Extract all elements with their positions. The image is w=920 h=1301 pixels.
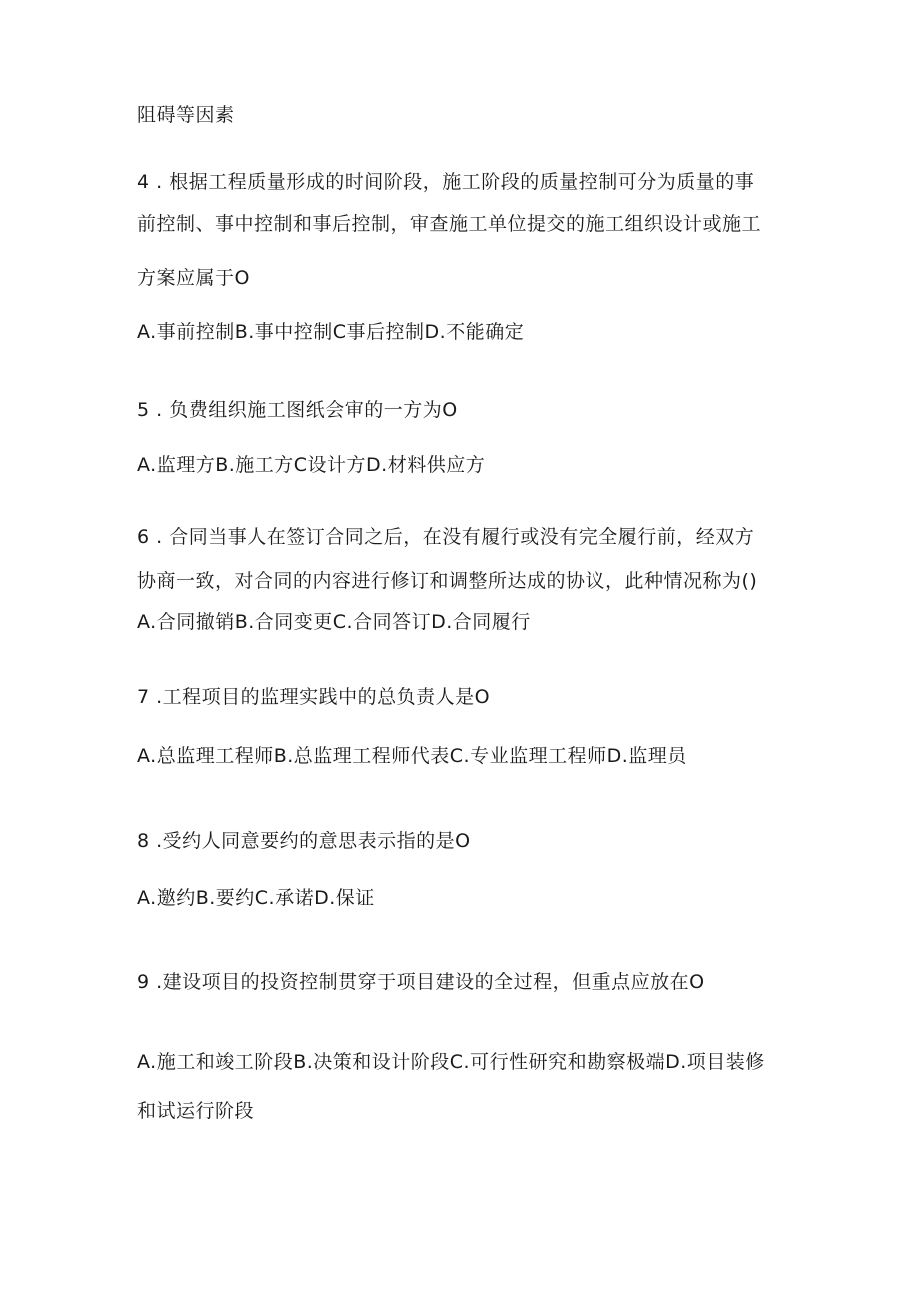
question-9-line-1: 9 .建设项目的投资控制贯穿于项目建设的全过程，但重点应放在O bbox=[137, 971, 705, 993]
continuation-text: 阻碍等因素 bbox=[137, 104, 235, 126]
question-9-options-line-1: A.施工和竣工阶段B.决策和设计阶段C.可行性研究和勘察极端D.项目装修 bbox=[137, 1051, 765, 1073]
question-6-line-2: 协商一致，对合同的内容进行修订和调整所达成的协议，此种情况称为() bbox=[137, 570, 758, 592]
question-8-options: A.邀约B.要约C.承诺D.保证 bbox=[137, 887, 375, 909]
question-4-line-2: 前控制、事中控制和事后控制，审查施工单位提交的施工组织设计或施工 bbox=[137, 213, 762, 235]
question-5-line-1: 5 . 负费组织施工图纸会审的一方为O bbox=[137, 399, 458, 421]
question-4-line-1: 4 . 根据工程质量形成的时间阶段，施工阶段的质量控制可分为质量的事 bbox=[137, 171, 755, 193]
question-4-options: A.事前控制B.事中控制C事后控制D.不能确定 bbox=[137, 321, 525, 343]
question-6-options: A.合同撤销B.合同变更C.合同答订D.合同履行 bbox=[137, 611, 531, 633]
question-9-options-line-2: 和试运行阶段 bbox=[137, 1100, 255, 1122]
question-4-line-3: 方案应属于O bbox=[137, 267, 250, 289]
question-6-line-1: 6 . 合同当事人在签订合同之后，在没有履行或没有完全履行前，经双方 bbox=[137, 526, 755, 548]
question-5-options: A.监理方B.施工方C设计方D.材料供应方 bbox=[137, 454, 486, 476]
question-8-line-1: 8 .受约人同意要约的意思表示指的是O bbox=[137, 830, 471, 852]
question-7-line-1: 7 .工程项目的监理实践中的总负责人是O bbox=[137, 686, 491, 708]
question-7-options: A.总监理工程师B.总监理工程师代表C.专业监理工程师D.监理员 bbox=[137, 745, 687, 767]
